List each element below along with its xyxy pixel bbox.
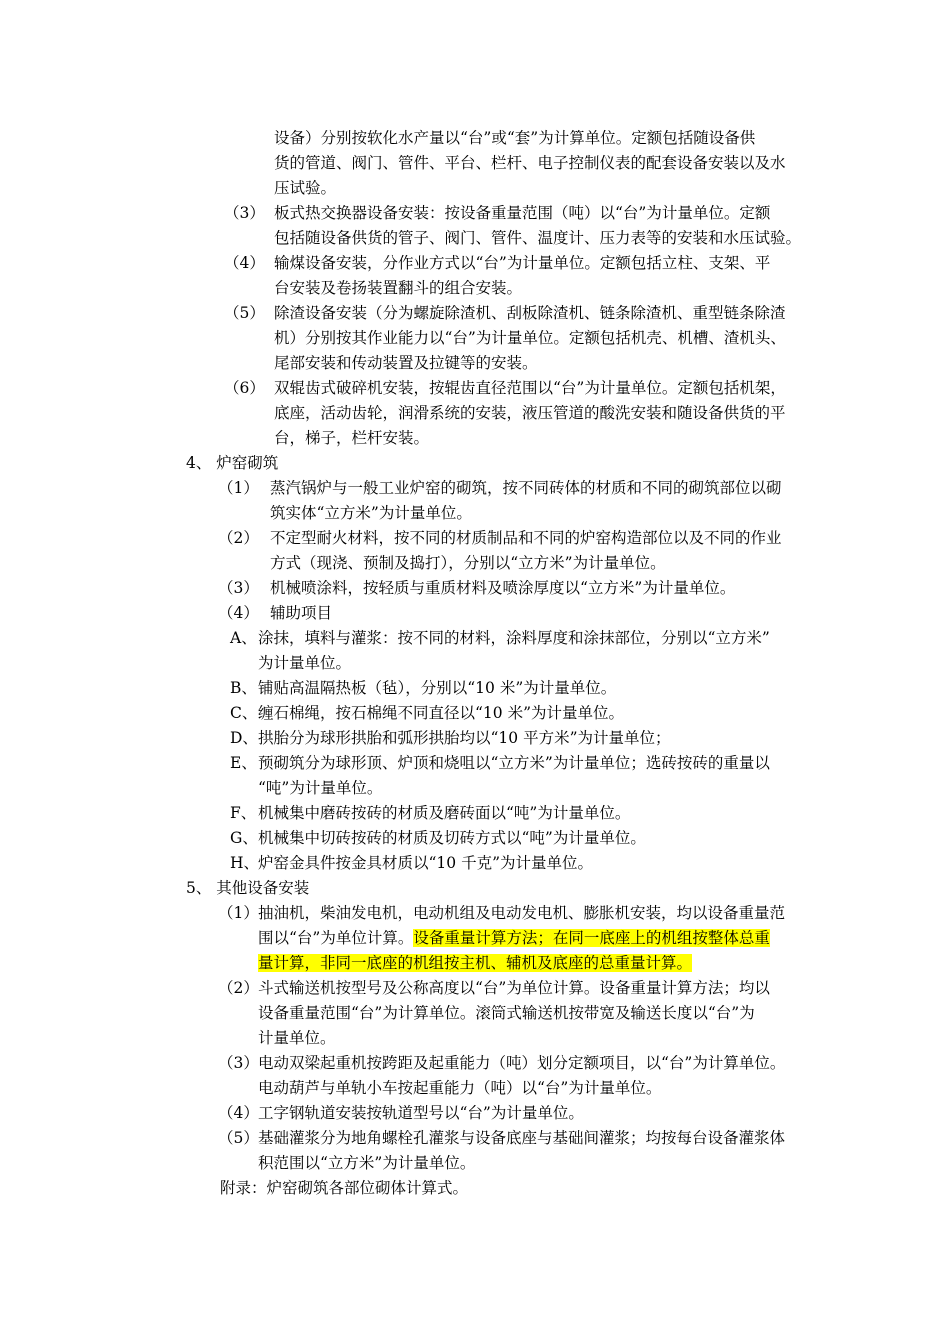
item-text: 围以“台”为单位计算。 xyxy=(258,929,414,947)
intro-line: 货的管道、阀门、管件、平台、栏杆、电子控制仪表的配套设备安装以及水 xyxy=(274,154,786,172)
item-text: 方式（现浇、预制及捣打），分别以“立方米”为计量单位。 xyxy=(270,554,666,572)
item-marker: （4） xyxy=(218,1104,259,1122)
sub-marker: B、 xyxy=(230,679,257,697)
item-marker: （3） xyxy=(218,1054,259,1072)
intro-line: 压试验。 xyxy=(274,179,337,197)
item-text: 积范围以“立方米”为计量单位。 xyxy=(258,1154,476,1172)
item-text: 斗式输送机按型号及公称高度以“台”为单位计算。设备重量计算方法；均以 xyxy=(258,979,770,997)
item-text: 电动双梁起重机按跨距及起重能力（吨）划分定额项目，以“台”为计算单位。 xyxy=(258,1054,786,1072)
sub-marker: D、 xyxy=(230,729,258,747)
section-heading: 4、 炉窑砌筑 xyxy=(186,454,279,472)
intro-line: 设备）分别按软化水产量以“台”或“套”为计算单位。定额包括随设备供 xyxy=(274,129,756,147)
sub-text: 机械集中切砖按砖的材质及切砖方式以“吨”为计量单位。 xyxy=(258,829,646,847)
item-marker: （2） xyxy=(218,529,259,547)
item-text: 电动葫芦与单轨小车按起重能力（吨）以“台”为计量单位。 xyxy=(258,1079,662,1097)
item-text: 双辊齿式破碎机安装，按辊齿直径范围以“台”为计量单位。定额包括机架， xyxy=(274,379,786,397)
sub-marker: F、 xyxy=(230,804,257,822)
item-text: 输煤设备安装，分作业方式以“台”为计量单位。定额包括立柱、支架、平 xyxy=(274,254,771,272)
item-text: 台安装及卷扬装置翻斗的组合安装。 xyxy=(274,279,523,297)
item-text: 蒸汽锅炉与一般工业炉窑的砌筑，按不同砖体的材质和不同的砌筑部位以砌 xyxy=(270,479,782,497)
item-marker: （6） xyxy=(224,379,265,397)
item-text: 设备重量范围“台”为计算单位。滚筒式输送机按带宽及输送长度以“台”为 xyxy=(258,1004,755,1022)
sub-text: 涂抹，填料与灌浆：按不同的材料，涂料厚度和涂抹部位，分别以“立方米” xyxy=(258,629,770,647)
item-marker: （1） xyxy=(218,479,259,497)
item-text: 台，梯子，栏杆安装。 xyxy=(274,429,430,447)
item-text: 除渣设备安装（分为螺旋除渣机、刮板除渣机、链条除渣机、重型链条除渣 xyxy=(274,304,786,322)
item-marker: （3） xyxy=(218,579,259,597)
item-marker: （4） xyxy=(224,254,265,272)
appendix-line: 附录：炉窑砌筑各部位砌体计算式。 xyxy=(220,1179,469,1197)
item-text: 不定型耐火材料，按不同的材质制品和不同的炉窑构造部位以及不同的作业 xyxy=(270,529,782,547)
item-text: 工字钢轨道安装按轨道型号以“台”为计量单位。 xyxy=(258,1104,584,1122)
sub-text: 机械集中磨砖按砖的材质及磨砖面以“吨”为计量单位。 xyxy=(258,804,631,822)
item-text-mixed xyxy=(258,926,770,950)
item-text: 基础灌浆分为地角螺栓孔灌浆与设备底座与基础间灌浆；均按每台设备灌浆体 xyxy=(258,1129,786,1147)
sub-marker: A、 xyxy=(230,629,257,647)
sub-marker: H、 xyxy=(230,854,260,872)
sub-text: 拱胎分为球形拱胎和弧形拱胎均以“10 平方米”为计量单位； xyxy=(258,729,671,747)
item-text: 尾部安装和传动装置及拉键等的安装。 xyxy=(274,354,538,372)
item-marker: （4） xyxy=(218,604,259,622)
item-text: 筑实体“立方米”为计量单位。 xyxy=(270,504,472,522)
sub-marker: E、 xyxy=(230,754,257,772)
item-text: 机械喷涂料，按轻质与重质材料及喷涂厚度以“立方米”为计量单位。 xyxy=(270,579,736,597)
sub-text: 铺贴高温隔热板（毡），分别以“10 米”为计量单位。 xyxy=(258,679,617,697)
item-marker: （3） xyxy=(224,204,265,222)
item-text: 辅助项目 xyxy=(270,604,333,622)
item-marker: （1） xyxy=(218,904,259,922)
sub-text: 炉窑金具件按金具材质以“10 千克”为计量单位。 xyxy=(258,854,593,872)
item-text: 底座，活动齿轮，润滑系统的安装，液压管道的酸洗安装和随设备供货的平 xyxy=(274,404,786,422)
item-text: 板式热交换器设备安装：按设备重量范围（吨）以“台”为计量单位。定额 xyxy=(274,204,771,222)
section-heading: 5、 其他设备安装 xyxy=(186,879,310,897)
item-text: 机）分别按其作业能力以“台”为计量单位。定额包括机壳、机槽、渣机头、 xyxy=(274,329,786,347)
sub-text: 缠石棉绳，按石棉绳不同直径以“10 米”为计量单位。 xyxy=(258,704,624,722)
item-marker: （5） xyxy=(218,1129,259,1147)
sub-marker: G、 xyxy=(230,829,258,847)
sub-text: “吨”为计量单位。 xyxy=(258,779,383,797)
item-marker: （2） xyxy=(218,979,259,997)
sub-marker: C、 xyxy=(230,704,258,722)
item-text: 抽油机，柴油发电机，电动机组及电动发电机、膨胀机安装，均以设备重量范 xyxy=(258,904,786,922)
sub-text: 为计量单位。 xyxy=(258,654,352,672)
item-text: 计量单位。 xyxy=(258,1029,336,1047)
highlighted-text: 设备重量计算方法；在同一底座上的机组按整体总重 xyxy=(413,929,770,947)
item-text: 包括随设备供货的管子、阀门、管件、温度计、压力表等的安装和水压试验。 xyxy=(274,229,802,247)
highlighted-text: 量计算，非同一底座的机组按主机、辅机及底座的总重量计算。 xyxy=(258,954,693,972)
item-text-mixed xyxy=(258,951,692,975)
sub-text: 预砌筑分为球形顶、炉顶和烧咀以“立方米”为计量单位；选砖按砖的重量以 xyxy=(258,754,770,772)
item-marker: （5） xyxy=(224,304,265,322)
